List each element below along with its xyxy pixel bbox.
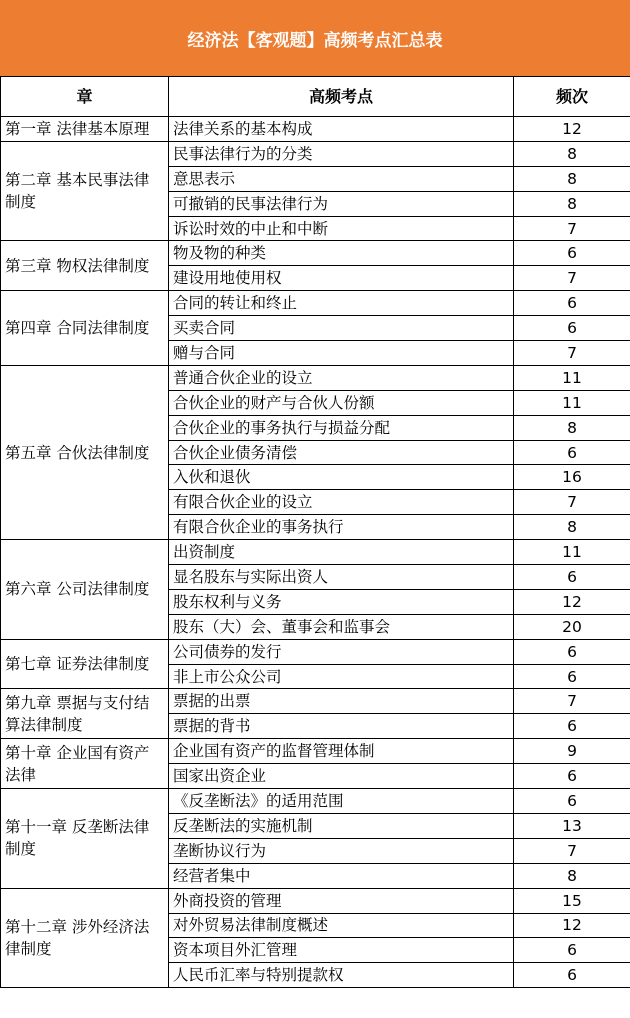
table-title: 经济法【客观题】高频考点汇总表 bbox=[0, 0, 630, 76]
count-cell: 7 bbox=[514, 689, 630, 714]
topic-cell: 合同的转让和终止 bbox=[169, 291, 514, 316]
count-cell: 11 bbox=[514, 365, 630, 390]
chapter-cell: 第十一章 反垄断法律制度 bbox=[1, 789, 169, 889]
topic-cell: 非上市公众公司 bbox=[169, 664, 514, 689]
count-cell: 8 bbox=[514, 141, 630, 166]
count-cell: 7 bbox=[514, 341, 630, 366]
table-row bbox=[1, 365, 630, 390]
topic-cell: 合伙企业的事务执行与损益分配 bbox=[169, 415, 514, 440]
count-cell: 7 bbox=[514, 490, 630, 515]
topic-cell: 公司债券的发行 bbox=[169, 639, 514, 664]
topic-cell: 物及物的种类 bbox=[169, 241, 514, 266]
chapter-cell: 第三章 物权法律制度 bbox=[1, 241, 169, 291]
table-row bbox=[1, 789, 630, 814]
count-cell: 15 bbox=[514, 888, 630, 913]
topic-cell: 普通合伙企业的设立 bbox=[169, 365, 514, 390]
topic-cell: 民事法律行为的分类 bbox=[169, 141, 514, 166]
topic-cell: 《反垄断法》的适用范围 bbox=[169, 789, 514, 814]
topic-cell: 赠与合同 bbox=[169, 341, 514, 366]
count-cell: 6 bbox=[514, 963, 630, 988]
chapter-cell: 第四章 合同法律制度 bbox=[1, 291, 169, 366]
chapter-cell: 第九章 票据与支付结算法律制度 bbox=[1, 689, 169, 739]
count-cell: 8 bbox=[514, 191, 630, 216]
count-cell: 11 bbox=[514, 540, 630, 565]
count-cell: 6 bbox=[514, 764, 630, 789]
header-row bbox=[1, 77, 630, 117]
count-cell: 7 bbox=[514, 838, 630, 863]
topic-cell: 有限合伙企业的事务执行 bbox=[169, 515, 514, 540]
topic-cell: 对外贸易法律制度概述 bbox=[169, 913, 514, 938]
topic-cell: 经营者集中 bbox=[169, 863, 514, 888]
topic-cell: 票据的背书 bbox=[169, 714, 514, 739]
topic-cell: 出资制度 bbox=[169, 540, 514, 565]
chapter-cell: 第一章 法律基本原理 bbox=[1, 117, 169, 142]
chapter-cell: 第二章 基本民事法律制度 bbox=[1, 141, 169, 241]
count-cell: 9 bbox=[514, 739, 630, 764]
count-cell: 20 bbox=[514, 614, 630, 639]
count-cell: 6 bbox=[514, 714, 630, 739]
topic-cell: 有限合伙企业的设立 bbox=[169, 490, 514, 515]
count-cell: 11 bbox=[514, 390, 630, 415]
topic-cell: 可撤销的民事法律行为 bbox=[169, 191, 514, 216]
count-cell: 8 bbox=[514, 863, 630, 888]
topic-cell: 法律关系的基本构成 bbox=[169, 117, 514, 142]
topic-cell: 买卖合同 bbox=[169, 316, 514, 341]
count-cell: 6 bbox=[514, 789, 630, 814]
count-cell: 6 bbox=[514, 241, 630, 266]
count-cell: 12 bbox=[514, 589, 630, 614]
topic-cell: 票据的出票 bbox=[169, 689, 514, 714]
count-cell: 13 bbox=[514, 813, 630, 838]
topic-cell: 建设用地使用权 bbox=[169, 266, 514, 291]
topic-cell: 股东（大）会、董事会和监事会 bbox=[169, 614, 514, 639]
count-cell: 8 bbox=[514, 166, 630, 191]
table-row bbox=[1, 241, 630, 266]
count-cell: 16 bbox=[514, 465, 630, 490]
count-cell: 6 bbox=[514, 664, 630, 689]
topic-cell: 资本项目外汇管理 bbox=[169, 938, 514, 963]
table-row bbox=[1, 540, 630, 565]
summary-table bbox=[0, 76, 630, 988]
chapter-cell: 第七章 证券法律制度 bbox=[1, 639, 169, 689]
count-cell: 6 bbox=[514, 639, 630, 664]
count-cell: 6 bbox=[514, 938, 630, 963]
count-cell: 7 bbox=[514, 266, 630, 291]
topic-cell: 诉讼时效的中止和中断 bbox=[169, 216, 514, 241]
topic-cell: 国家出资企业 bbox=[169, 764, 514, 789]
table-row bbox=[1, 141, 630, 166]
header-count: 频次 bbox=[514, 77, 630, 117]
topic-cell: 垄断协议行为 bbox=[169, 838, 514, 863]
table-row bbox=[1, 888, 630, 913]
count-cell: 12 bbox=[514, 913, 630, 938]
chapter-cell: 第十二章 涉外经济法律制度 bbox=[1, 888, 169, 988]
count-cell: 8 bbox=[514, 415, 630, 440]
count-cell: 7 bbox=[514, 216, 630, 241]
table-row bbox=[1, 639, 630, 664]
topic-cell: 人民币汇率与特别提款权 bbox=[169, 963, 514, 988]
topic-cell: 反垄断法的实施机制 bbox=[169, 813, 514, 838]
count-cell: 6 bbox=[514, 291, 630, 316]
count-cell: 6 bbox=[514, 316, 630, 341]
count-cell: 8 bbox=[514, 515, 630, 540]
topic-cell: 股东权利与义务 bbox=[169, 589, 514, 614]
table-row bbox=[1, 291, 630, 316]
table-row bbox=[1, 689, 630, 714]
table-row bbox=[1, 739, 630, 764]
table-row bbox=[1, 117, 630, 142]
chapter-cell: 第五章 合伙法律制度 bbox=[1, 365, 169, 539]
topic-cell: 显名股东与实际出资人 bbox=[169, 565, 514, 590]
topic-cell: 企业国有资产的监督管理体制 bbox=[169, 739, 514, 764]
topic-cell: 合伙企业债务清偿 bbox=[169, 440, 514, 465]
count-cell: 6 bbox=[514, 440, 630, 465]
topic-cell: 合伙企业的财产与合伙人份额 bbox=[169, 390, 514, 415]
topic-cell: 入伙和退伙 bbox=[169, 465, 514, 490]
chapter-cell: 第十章 企业国有资产法律 bbox=[1, 739, 169, 789]
header-chapter: 章 bbox=[1, 77, 169, 117]
count-cell: 12 bbox=[514, 117, 630, 142]
table-body bbox=[1, 117, 630, 988]
count-cell: 6 bbox=[514, 565, 630, 590]
header-topic: 高频考点 bbox=[169, 77, 514, 117]
topic-cell: 外商投资的管理 bbox=[169, 888, 514, 913]
chapter-cell: 第六章 公司法律制度 bbox=[1, 540, 169, 640]
topic-cell: 意思表示 bbox=[169, 166, 514, 191]
